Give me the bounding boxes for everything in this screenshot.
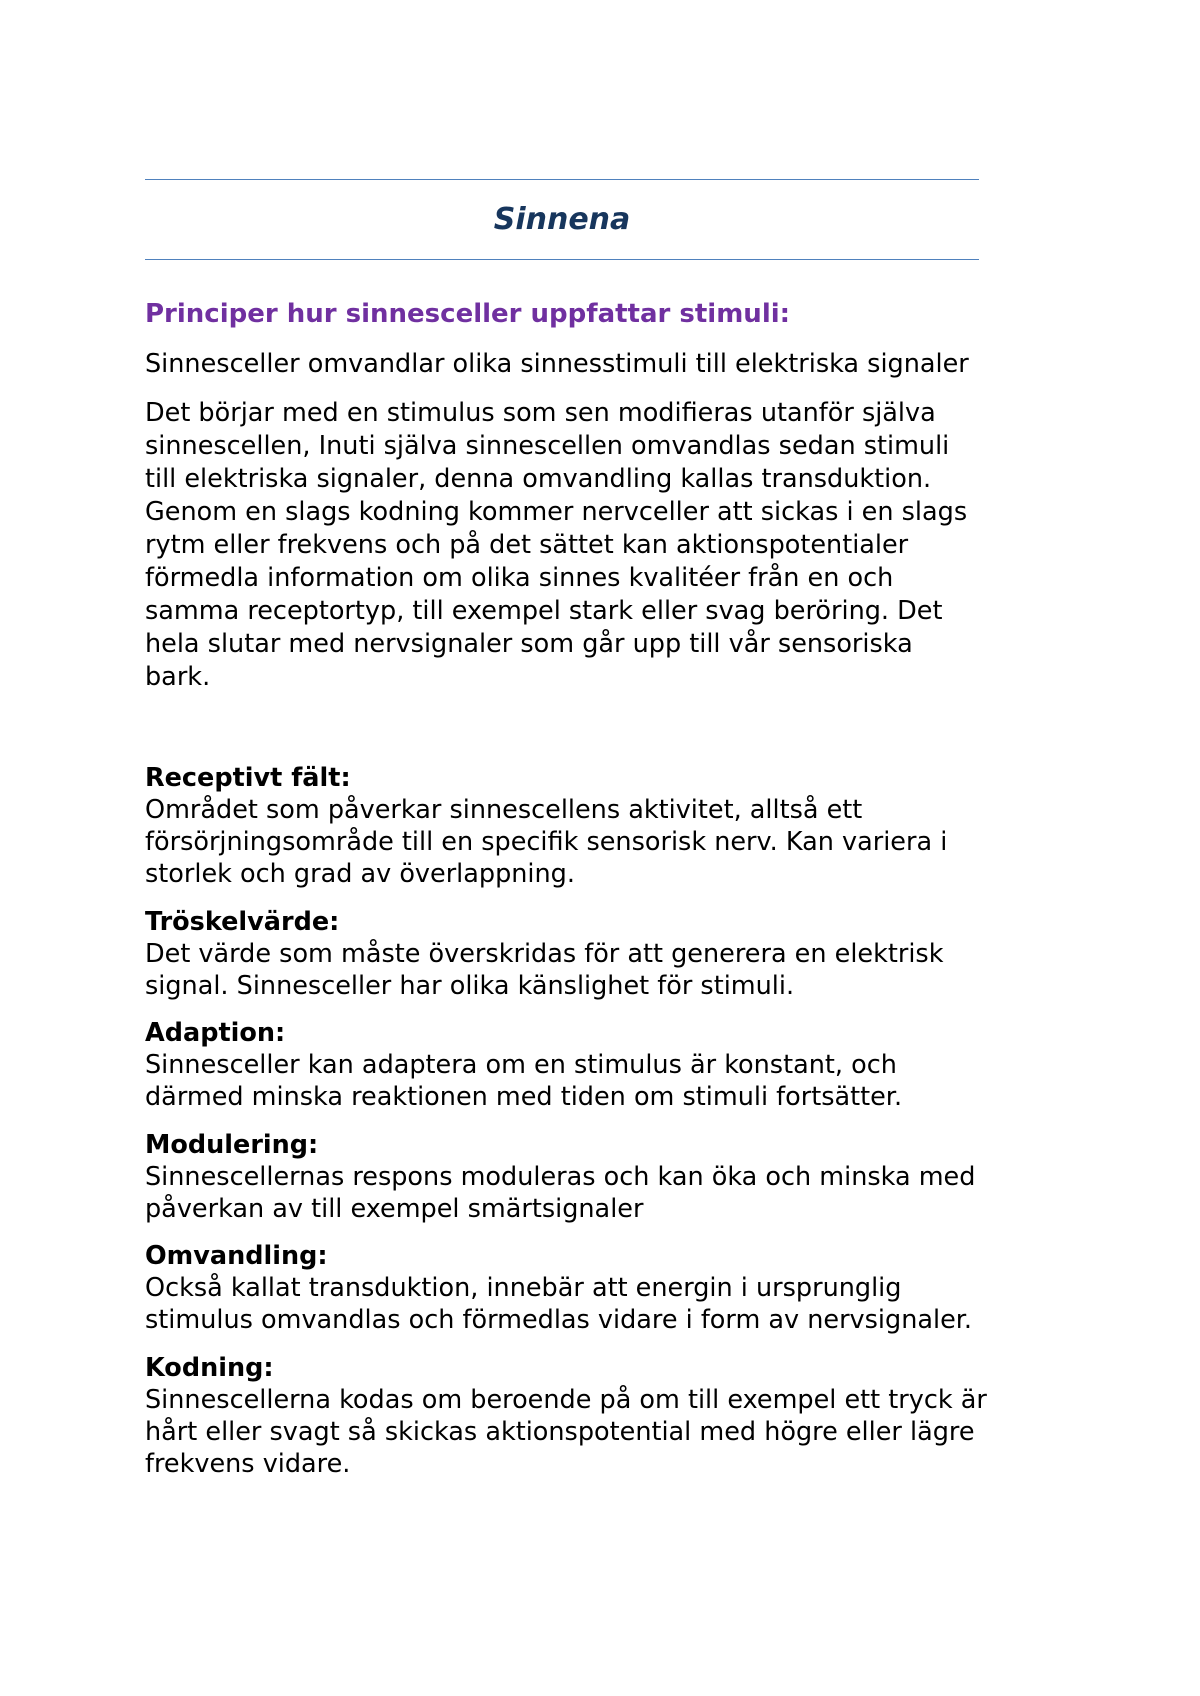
term-definition-line: försörjningsområde till en specifik sensorisk nerv. Kan variera i (145, 827, 948, 857)
term-label: Receptivt fält: (145, 763, 351, 793)
term-receptivt-falt (145, 762, 1080, 890)
term-definition-line: Sinnescellerna kodas om beroende på om till exempel ett tryck är (145, 1385, 987, 1415)
term-definition-line: stimulus omvandlas och förmedlas vidare i form av nervsignaler. (145, 1305, 973, 1335)
paragraph-line: förmedla information om olika sinnes kvalitéer från en och (145, 563, 894, 593)
paragraph-line: till elektriska signaler, denna omvandling kallas transduktion. (145, 464, 932, 494)
paragraph-line: Det börjar med en stimulus som sen modifieras utanför själva (145, 398, 936, 428)
term-omvandling (145, 1240, 1080, 1336)
term-definition-line: Sinnesceller kan adaptera om en stimulus är konstant, och (145, 1050, 897, 1080)
paragraph-line: samma receptortyp, till exempel stark eller svag beröring. Det (145, 596, 943, 626)
document-title: Sinnena (493, 202, 631, 237)
term-modulering (145, 1129, 1080, 1225)
paragraph-line: sinnescellen, Inuti själva sinnescellen omvandlas sedan stimuli (145, 431, 950, 461)
term-definition-line: Också kallat transduktion, innebär att energin i ursprunglig (145, 1273, 902, 1303)
term-adaption (145, 1017, 1080, 1113)
term-label: Tröskelvärde: (145, 907, 340, 937)
paragraph-line: bark. (145, 662, 211, 692)
term-definition-line: påverkan av till exempel smärtsignaler (145, 1194, 644, 1224)
paragraph-line: hela slutar med nervsignaler som går upp till vår sensoriska (145, 629, 913, 659)
term-definition-line: därmed minska reaktionen med tiden om stimuli fortsätter. (145, 1082, 903, 1112)
term-label: Adaption: (145, 1018, 286, 1048)
paragraph-line: rytm eller frekvens och på det sättet kan aktionspotentialer (145, 530, 909, 560)
term-definition-line: Det värde som måste överskridas för att generera en elektrisk (145, 939, 944, 969)
term-label: Modulering: (145, 1130, 319, 1160)
term-kodning (145, 1352, 1080, 1480)
body-paragraph (145, 397, 1080, 694)
term-definition-line: Området som påverkar sinnescellens aktivitet, alltså ett (145, 795, 863, 825)
term-troskelvarde (145, 906, 1080, 1002)
title-top-rule (145, 179, 979, 180)
term-definition-line: storlek och grad av överlappning. (145, 859, 575, 889)
intro-sentence: Sinnesceller omvandlar olika sinnesstimuli till elektriska signaler (145, 349, 969, 379)
title-bottom-rule (145, 259, 979, 260)
term-definition-line: hårt eller svagt så skickas aktionspotential med högre eller lägre (145, 1417, 975, 1447)
section-heading: Principer hur sinnesceller uppfattar stimuli: (145, 299, 791, 329)
term-label: Kodning: (145, 1353, 274, 1383)
term-definition-line: Sinnescellernas respons moduleras och kan öka och minska med (145, 1162, 976, 1192)
term-definition-line: signal. Sinnesceller har olika känslighet för stimuli. (145, 971, 795, 1001)
paragraph-line: Genom en slags kodning kommer nervceller att sickas i en slags (145, 497, 968, 527)
term-label: Omvandling: (145, 1241, 328, 1271)
term-definition-line: frekvens vidare. (145, 1449, 351, 1479)
